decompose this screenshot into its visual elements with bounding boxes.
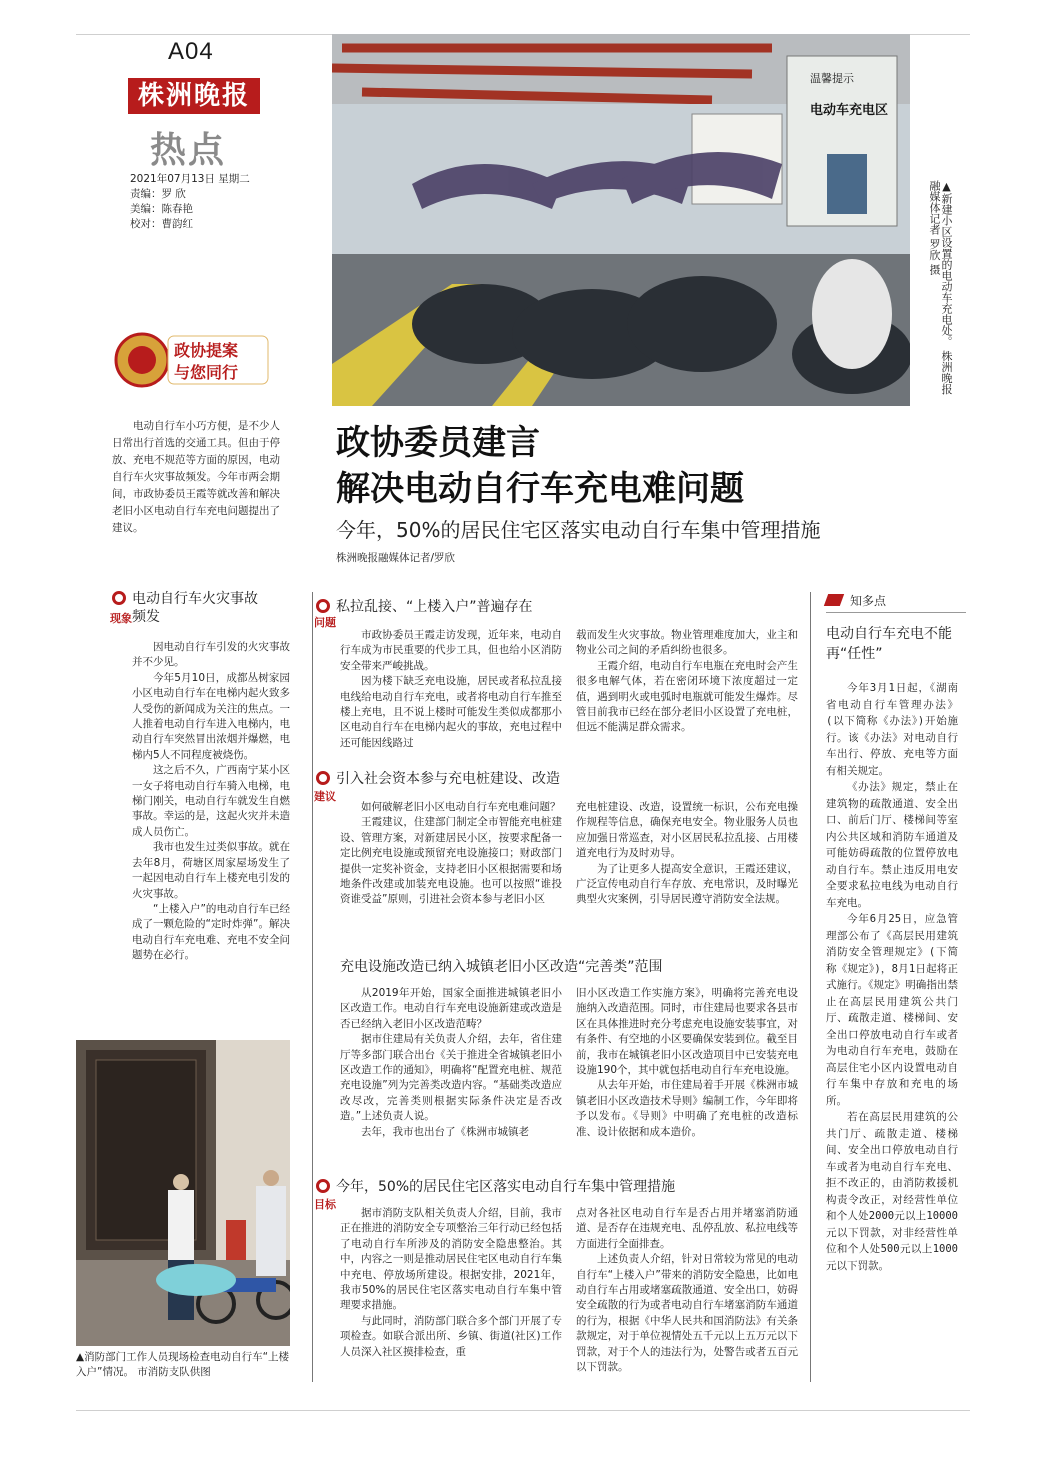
sign-text: 电动车充电区 (810, 103, 889, 118)
problem-col-1 (340, 628, 562, 751)
section-dot-icon (316, 599, 330, 613)
charging-area-photo (332, 34, 910, 406)
fire-inspection-photo (76, 1040, 290, 1346)
column-divider-right (810, 592, 811, 1382)
paragraph: 从2019年开始，国家全面推进城镇老旧小区改造工作。电动自行车充电设施新建或改造是否已经纳入老旧小区改造范畴？ (340, 987, 562, 1030)
headline-line-1: 政协委员建言 (336, 423, 540, 463)
paragraph: 王霞介绍，电动自行车电瓶在充电时会产生很多电解气体，若在密闭环境下浓度超过一定值，遇到明火或电弧时电瓶就可能发生爆炸。尽管目前我市已经在部分老旧小区设置了充电桩，但远不能满足群众需求。 (576, 659, 798, 734)
phenomenon-heading: 电动自行车火灾事故 (112, 588, 258, 608)
renovation-col-1 (340, 986, 562, 1140)
goal-tag: 目标 (314, 1198, 336, 1211)
masthead-logo: 株洲晚报 (128, 78, 260, 114)
designer-credit: 美编：陈春艳 (130, 203, 193, 215)
section-dot-icon (316, 771, 330, 785)
paragraph: 旧小区改造工作实施方案》，明确将完善充电设施纳入改造范围。同时，市住建局也要求各县市区在具体推进时充分考虑充电设施安装事宜，对有条件、有空地的小区要确保安装到位。截至目前，我市在城镇老旧小区改造项目中已安装充电设施190个，其中就包括电动自行车充电设施。 (576, 987, 798, 1077)
section-dot-icon (316, 1179, 330, 1193)
subheadline: 今年，50%的居民住宅区落实电动自行车集中管理措施 (336, 518, 821, 542)
knowledge-title: 电动自行车充电不能再“任性” (826, 626, 952, 662)
paragraph: 充电桩建设、改造，设置统一标识，公布充电操作规程等信息，确保充电安全。物业服务人员也应加强日常巡查，对小区居民私拉乱接、占用楼道充电行为及时劝导。 (576, 801, 798, 860)
paragraph: 因电动自行车引发的火灾事故并不少见。 (132, 641, 290, 669)
top-photo-caption: ▲新建小区设置的电动车充电处。 株洲晚报融媒体记者 罗欣 摄 (928, 180, 953, 395)
goal-col-1 (340, 1206, 562, 1360)
phenomenon-tag: 现象 (110, 612, 132, 625)
cppcc-badge (112, 326, 278, 392)
section-dot-icon (112, 591, 126, 605)
paragraph: 从去年开始，市住建局着手开展《株洲市城镇老旧小区改造技术导则》编制工作，今年即将予以发布。《导则》中明确了充电桩的改造标准、设计依据和成本造价。 (576, 1079, 798, 1138)
suggestion-heading: 引入社会资本参与充电桩建设、改造 (316, 768, 560, 788)
page-number: A04 (168, 38, 214, 65)
paragraph: 今年6月25日，应急管理部公布了《高层民用建筑消防安全管理规定》(下简称《规定》)，8月1日起将正式施行。《规定》明确指出禁止在高层民用建筑公共门厅、疏散走道、楼梯间、安全出口停放电动自行车或者为电动自行车充电，鼓励在高层住宅小区内设置电动自行车集中存放和充电的场所。 (826, 913, 958, 1107)
problem-tag: 问题 (314, 616, 336, 629)
paragraph: 载而发生火灾事故。物业管理难度加大，业主和物业公司之间的矛盾纠纷也很多。 (576, 629, 798, 657)
paragraph: 今年5月10日，成都丛树家园小区电动自行车在电梯内起火致多人受伤的新闻成为关注的焦点。一人推着电动自行车进入电梯内，电动自行车突然冒出浓烟并爆燃，电梯内5人不同程度被烧伤。 (132, 671, 290, 761)
bottom-rule (76, 1410, 970, 1411)
page-meta (130, 172, 250, 232)
knowledge-body (826, 680, 958, 1274)
paragraph: 若在高层民用建筑的公共门厅、疏散走道、楼梯间、安全出口停放电动自行车或者为电动自行车充电、拒不改正的，由消防救援机构责令改正，对经营性单位和个人处2000元以上10000元以下罚款，对非经营性单位和个人处500元以上1000元以下罚款。 (826, 1111, 958, 1272)
paragraph: 市政协委员王霞走访发现，近年来，电动自行车成为市民重要的代步工具，但也给小区消防安全带来严峻挑战。 (340, 629, 562, 672)
pencil-icon (824, 594, 844, 606)
paragraph: 如何破解老旧小区电动自行车充电难问题？ (361, 801, 561, 813)
suggestion-col-1 (340, 800, 562, 908)
suggestion-col-2 (576, 800, 798, 908)
column-divider (312, 592, 313, 1382)
paragraph: 我市也发生过类似事故。就在去年8月，荷塘区周家屋场发生了一起因电动自行车上楼充电引发的火灾事故。 (132, 841, 290, 900)
headline (336, 420, 896, 512)
problem-heading: 私拉乱接、“上楼入户”普遍存在 (316, 596, 533, 616)
paragraph: 点对各社区电动自行车是否占用并堵塞消防通道、是否存在违规充电、乱停乱放、私拉电线等方面进行全面排查。 (576, 1207, 798, 1250)
byline: 株洲晚报融媒体记者/罗欣 (336, 552, 456, 564)
paragraph: 上述负责人介绍，针对日常较为常见的电动自行车“上楼入户”带来的消防安全隐患，比如电动自行车占用或堵塞疏散通道、安全出口，妨碍安全疏散的行为或者电动自行车堵塞消防车通道的行为，根据《中华人民共和国消防法》有关条款规定，对于单位视情处五千元以上五万元以下罚款，对于个人的违法行为，处警告或者五百元以下罚款。 (576, 1253, 798, 1374)
phenomenon-body (132, 640, 290, 964)
suggestion-tag: 建议 (314, 790, 336, 803)
problem-col-2 (576, 628, 798, 736)
issue-date: 2021年07月13日 星期二 (130, 173, 250, 185)
badge-text-2: 与您同行 (174, 363, 239, 382)
paragraph: 据市消防支队相关负责人介绍，目前，我市正在推进的消防安全专项整治三年行动已经包括了电动自行车所涉及的消防安全隐患整治。其中，内容之一则是推动居民住宅区电动自行车集中充电、停放场所建设。根据安排，2021年，我市50%的居民住宅区落实电动自行车集中管理要求措施。 (340, 1207, 562, 1312)
fire-photo-caption: ▲消防部门工作人员现场检查电动自行车“上楼入户”情况。 市消防支队供图 (76, 1351, 290, 1378)
paragraph: 据市住建局有关负责人介绍，去年，省住建厅等多部门联合出台《关于推进全省城镇老旧小区改造工作的通知》，明确将“配置充电桩、规范充电设施”列为完善类改造内容。“基础类改造应改尽改，完善类则根据实际条件决定是否改造。”上述负责人说。 (340, 1033, 562, 1123)
paragraph: “上楼入户”的电动自行车已经成了一颗危险的“定时炸弹”。解决电动自行车充电难、充电不安全问题势在必行。 (132, 902, 290, 962)
goal-col-2 (576, 1206, 798, 1375)
goal-heading: 今年，50%的居民住宅区落实电动自行车集中管理措施 (316, 1176, 675, 1196)
paragraph: 与此同时，消防部门联合多个部门开展了专项检查。如联合派出所、乡镇、街道(社区)工作人员深入社区摸排检查，重 (340, 1314, 562, 1358)
paragraph: 去年，我市也出台了《株洲市城镇老 (361, 1125, 529, 1138)
badge-text-1: 政协提案 (174, 341, 239, 360)
renovation-col-2 (576, 986, 798, 1140)
paragraph: 王霞建议，住建部门制定全市智能充电桩建设、管理方案，对新建居民小区，按要求配备一定比例充电设施或预留充电设施接口；财政部门提供一定奖补资金，支持老旧小区根据需要和场地条件改建或加装充电设施。也可以按照“谁投资谁受益”原则，引进社会资本参与老旧小区 (340, 816, 562, 906)
section-title: 热点 (150, 129, 227, 171)
headline-line-2: 解决电动自行车充电难问题 (336, 469, 744, 509)
editor-credit: 责编：罗 欣 (130, 188, 186, 200)
paragraph: 为了让更多人提高安全意识，王霞还建议，广泛宣传电动自行车存放、充电常识，及时曝光典型火灾案例，引导居民遵守消防安全法规。 (576, 862, 798, 906)
phenomenon-heading-cont: 频发 (132, 609, 160, 625)
paragraph: 今年3月1日起，《湖南省电动自行车管理办法》(以下简称《办法》)开始施行。该《办法》对电动自行车出行、停放、充电等方面有相关规定。 (826, 682, 958, 777)
paragraph: 因为楼下缺乏充电设施，居民或者私拉乱接电线给电动自行车充电，或者将电动自行车推至楼上充电，且不说上楼时可能发生类似成都那小区电动自行车在电梯内起火的事故，充电过程中还可能因线路过 (340, 675, 562, 749)
renovation-heading: 充电设施改造已纳入城镇老旧小区改造“完善类”范围 (340, 959, 663, 975)
knowledge-rule (826, 612, 966, 613)
paragraph: 这之后不久，广西南宁某小区一女子将电动自行车骑入电梯，电梯门刚关，电动自行车就发生自燃事故。幸运的是，这起火灾并未造成人员伤亡。 (132, 764, 290, 838)
lead-paragraph: 电动自行车小巧方便，是不少人日常出行首选的交通工具。但由于停放、充电不规范等方面的原因，电动自行车火灾事故频发。今年市两会期间，市政协委员王霞等就改善和解决老旧小区电动自行车充电问题提出了建议。 (112, 420, 280, 534)
paragraph: 《办法》规定，禁止在建筑物的疏散通道、安全出口、前后门厅、楼梯间等室内公共区域和消防车通道及可能妨碍疏散的位置停放电动自行车。禁止违反用电安全要求私拉电线为电动自行车充电。 (826, 781, 958, 909)
proofreader-credit: 校对：曹韵红 (130, 218, 193, 230)
sign-title: 温馨提示 (810, 72, 854, 85)
knowledge-label: 知多点 (826, 592, 886, 609)
